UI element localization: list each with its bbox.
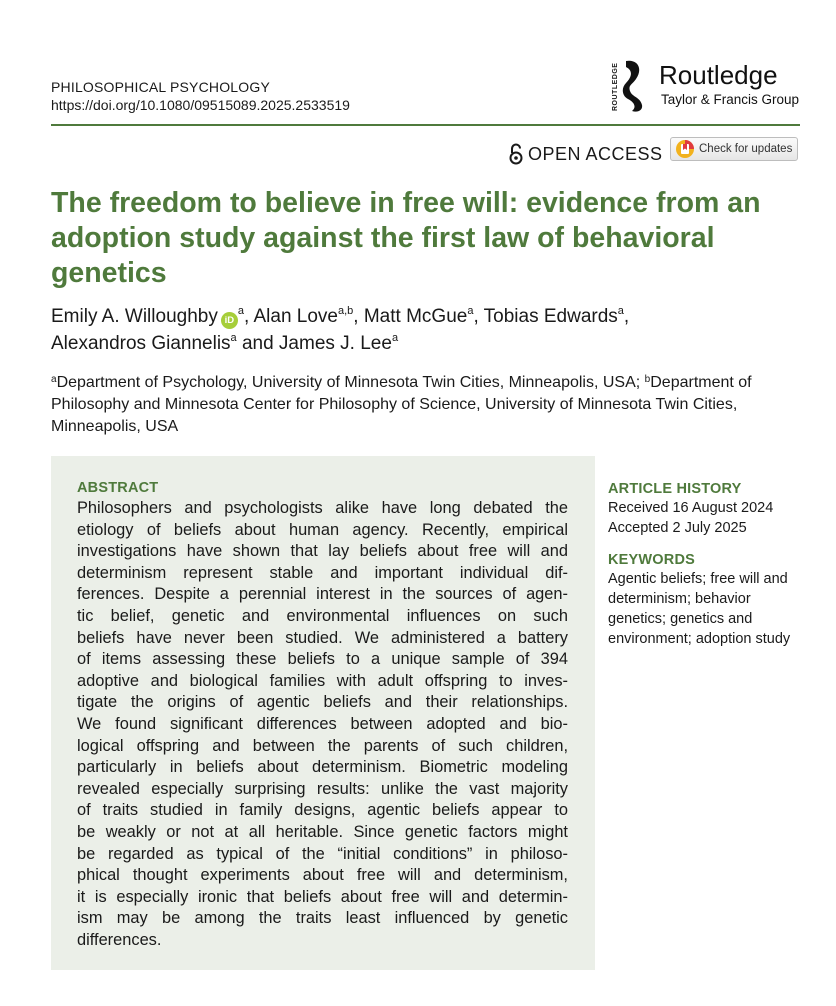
title-line: The freedom to believe in free will: evidence from an — [51, 187, 761, 219]
article-history-heading: ARTICLE HISTORY — [608, 481, 742, 497]
author-name[interactable]: and James J. Lee — [236, 333, 392, 354]
abstract-line: it is especially ironic that beliefs about free will and determin- — [77, 887, 568, 906]
abstract-line: be weakly or not at all heritable. Since genetic factors might — [77, 822, 568, 841]
open-lock-icon — [508, 143, 524, 165]
author-affil-sup: a,b — [338, 305, 354, 317]
header-divider — [51, 124, 800, 126]
check-for-updates-label: Check for updates — [699, 143, 793, 155]
orcid-icon[interactable]: iD — [221, 312, 238, 329]
open-access-label: OPEN ACCESS — [528, 143, 663, 164]
open-access-badge — [508, 141, 663, 167]
author-name[interactable]: , Tobias Edwards — [473, 306, 618, 327]
abstract-line: determinism represent stable and important individual dif- — [77, 563, 568, 582]
article-sidebar — [608, 480, 818, 649]
author-list — [51, 303, 629, 357]
abstract-text — [77, 498, 568, 951]
abstract-line: etiology of beliefs about human agency. Recently, empirical — [77, 520, 568, 539]
abstract-line: beliefs have never been studied. We administered a battery — [77, 628, 568, 647]
abstract-line: adoptive and biological families with adult offspring to inves- — [77, 671, 568, 690]
author-name[interactable]: Alexandros Giannelis — [51, 333, 231, 354]
abstract-line: of items assessing these beliefs to a unique sample of 394 — [77, 650, 568, 669]
author-affil-sup: a — [391, 332, 399, 344]
author-line — [51, 330, 629, 357]
publisher-name: Routledge — [659, 60, 778, 90]
abstract-line: We found significant differences between adopted and bio- — [77, 714, 568, 733]
keywords-list — [608, 569, 818, 649]
affil-sup: b — [644, 374, 651, 385]
article-title — [51, 186, 811, 291]
abstract-line: revealed especially surprising results: unlike the vast majority — [77, 779, 568, 798]
author-name[interactable]: , Matt McGue — [353, 306, 468, 327]
keyword-line: environment; adoption study — [608, 631, 791, 647]
accepted-date: Accepted 2 July 2025 — [608, 520, 747, 536]
affil-sup: a — [51, 374, 57, 385]
routledge-logo-icon — [612, 57, 644, 113]
author-line — [51, 303, 629, 330]
abstract-line: differences. — [77, 930, 162, 949]
publisher-logo[interactable] — [612, 57, 812, 113]
title-line: adoption study against the first law of behavioral — [51, 222, 715, 254]
abstract-heading: ABSTRACT — [77, 480, 159, 496]
affiliation-line — [51, 372, 811, 394]
affiliation-line: Philosophy and Minnesota Center for Philosophy of Science, University of Minnesota Twin Cities, — [51, 396, 738, 413]
abstract-line: of traits studied in family designs, agentic beliefs appear to — [77, 801, 568, 820]
keywords-heading: KEYWORDS — [608, 552, 695, 568]
author-affil-sup: a — [617, 305, 624, 317]
publisher-group: Taylor & Francis Group — [661, 92, 800, 107]
author-affil-sup: a — [230, 332, 237, 344]
author-name[interactable]: , Alan Love — [243, 306, 338, 327]
keyword-line: Agentic beliefs; free will and — [608, 571, 788, 587]
author-separator: , — [623, 306, 630, 327]
doi-link[interactable]: https://doi.org/10.1080/09515089.2025.2533519 — [51, 97, 350, 113]
abstract-box — [51, 456, 595, 970]
keyword-line: determinism; behavior — [608, 591, 751, 607]
abstract-line: tigate the origins of agentic beliefs and their relationships. — [77, 693, 568, 712]
abstract-line: phical thought experiments about free will and determinism, — [77, 866, 568, 885]
journal-name: PHILOSOPHICAL PSYCHOLOGY — [51, 79, 271, 95]
abstract-line: logical offspring and between the parents of such children, — [77, 736, 568, 755]
abstract-line: tic belief, genetic and environmental influences on such — [77, 606, 568, 625]
abstract-line: investigations have shown that lay beliefs about free will and — [77, 542, 568, 561]
publisher-side-text: ROUTLEDGE — [612, 62, 619, 111]
affiliations — [51, 372, 811, 438]
affiliation-line: Minneapolis, USA — [51, 418, 179, 435]
abstract-line: particularly in beliefs about determinism. Biometric modeling — [77, 758, 568, 777]
abstract-line: ism may be among the traits least influenced by genetic — [77, 909, 568, 928]
check-for-updates-button[interactable] — [670, 137, 798, 161]
keyword-line: genetics; genetics and — [608, 611, 753, 627]
abstract-line: be regarded as typical of the “initial conditions” in philoso- — [77, 844, 568, 863]
abstract-line: ferences. Despite a perennial interest in the sources of agen- — [77, 585, 568, 604]
abstract-line: Philosophers and psychologists alike have long debated the — [77, 499, 568, 517]
crossmark-icon — [675, 139, 695, 159]
affiliation-text: Department of Psychology, University of Minnesota Twin Cities, Minneapolis, USA; — [56, 374, 645, 391]
affiliation-text: Department of — [650, 374, 752, 391]
author-name[interactable]: Emily A. Willoughby — [51, 306, 218, 327]
author-affil-sup: a — [237, 305, 244, 317]
received-date: Received 16 August 2024 — [608, 500, 774, 516]
title-line: genetics — [51, 257, 167, 289]
author-affil-sup: a — [467, 305, 474, 317]
